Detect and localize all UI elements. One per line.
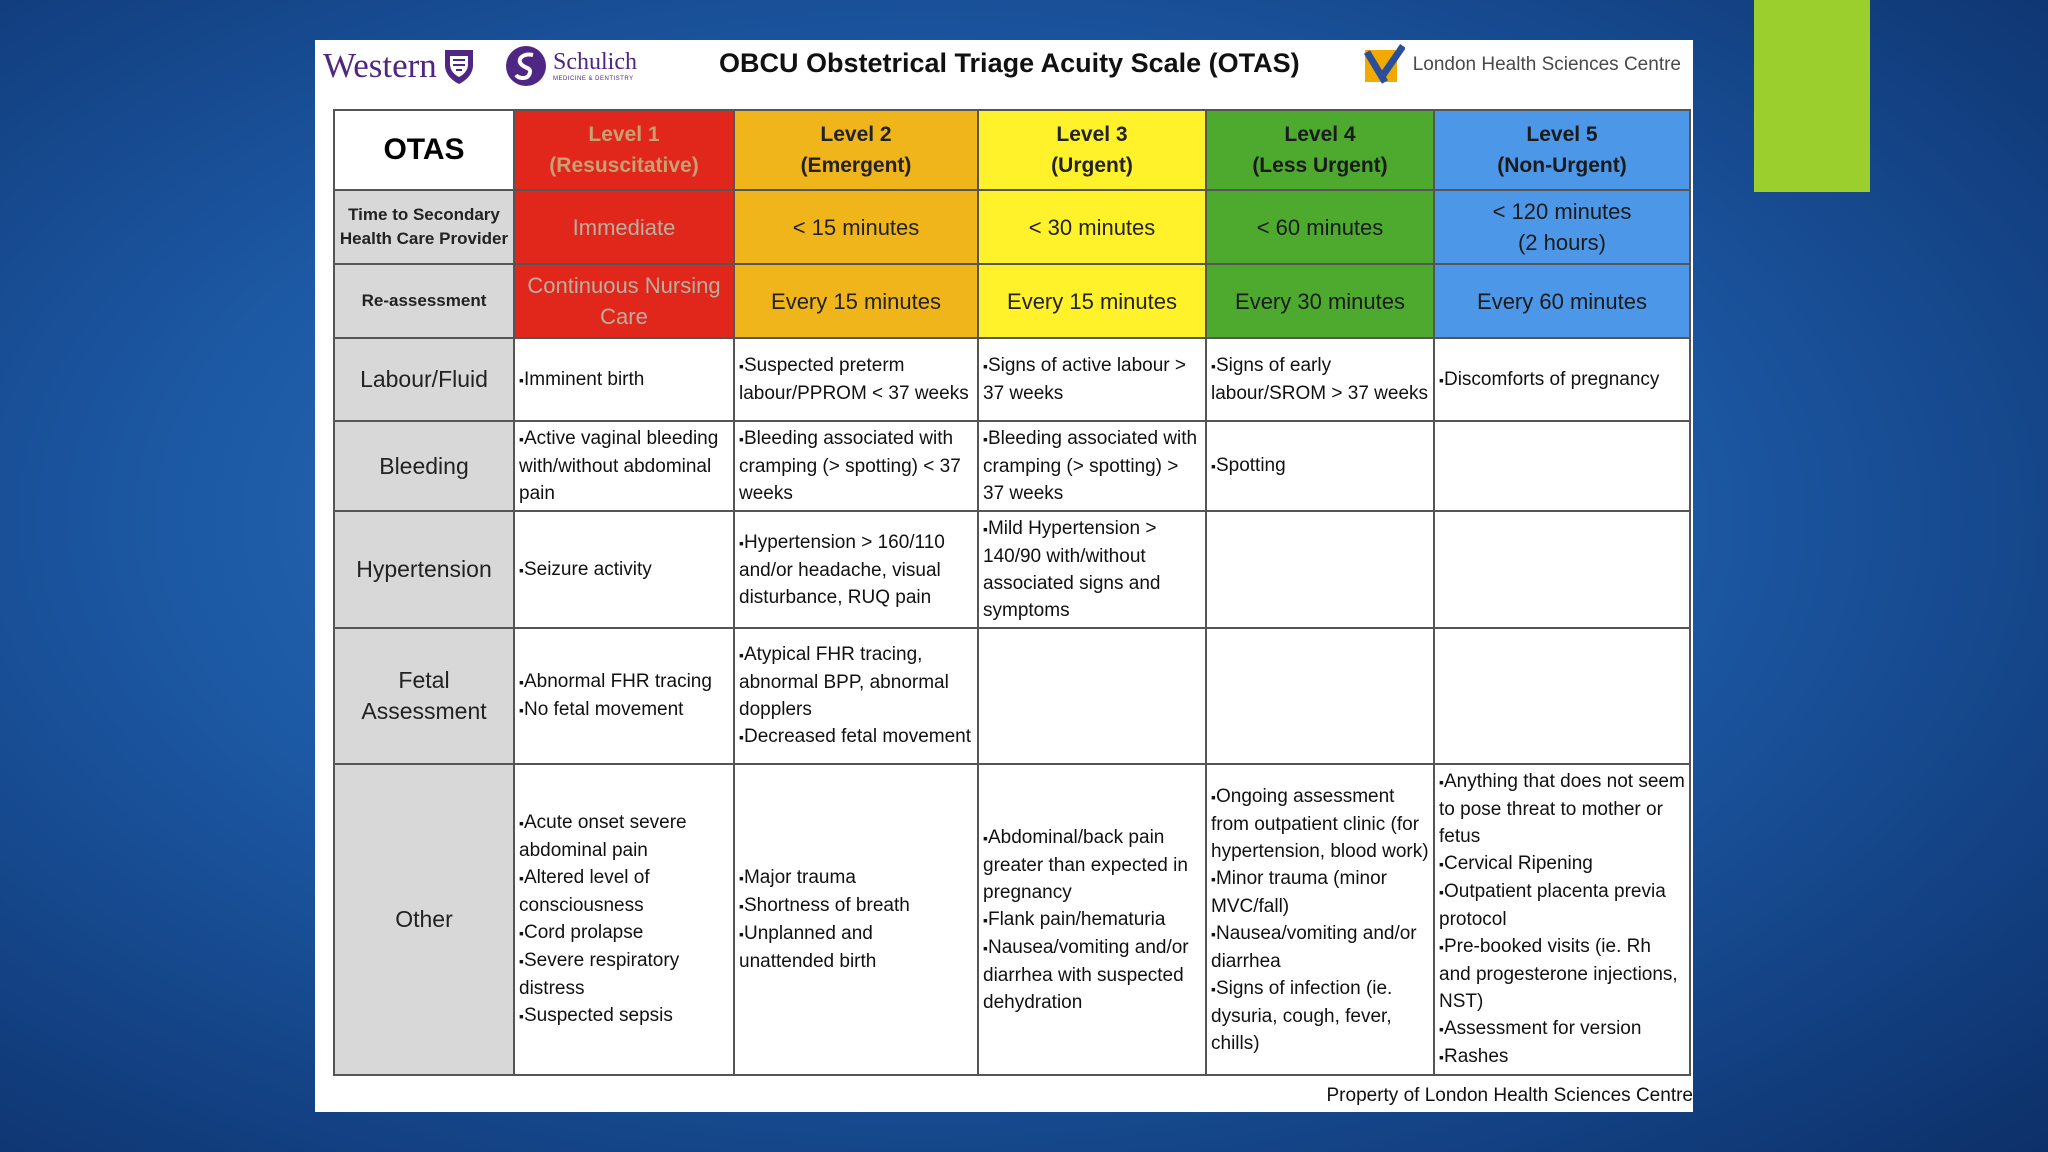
level-5-time-main: < 120 minutes: [1492, 199, 1632, 224]
list-item: ▪ Pre-booked visits (ie. Rh and progesterone injections, NST): [1439, 933, 1685, 1015]
list-item: ▪ Bleeding associated with cramping (> spotting) > 37 weeks: [983, 425, 1201, 507]
level-5-cell: [1434, 764, 1690, 1075]
level-5-reassess: Every 60 minutes: [1434, 264, 1690, 338]
time-label: Time to Secondary Health Care Provider: [334, 190, 514, 264]
row-label: Labour/Fluid: [334, 338, 514, 421]
corner-label: OTAS: [334, 110, 514, 190]
list-item: ▪ Ongoing assessment from outpatient clinic (for hypertension, blood work): [1211, 783, 1429, 865]
row-label: Hypertension: [334, 511, 514, 628]
list-item: ▪ Shortness of breath: [739, 892, 973, 920]
level-2-cell: [734, 628, 978, 764]
level-3-cell: [978, 628, 1206, 764]
row-label-line-1: Fetal: [398, 667, 450, 693]
list-item: ▪ Unplanned and unattended birth: [739, 920, 973, 975]
level-4-header: [1206, 110, 1434, 190]
list-item: ▪ Decreased fetal movement: [739, 723, 973, 751]
level-3-cell: [978, 338, 1206, 421]
level-5-cell: [1434, 628, 1690, 764]
list-item: ▪ No fetal movement: [519, 696, 729, 724]
level-name: Level 3: [1056, 123, 1128, 146]
schulich-mark-icon: [505, 45, 547, 87]
page-title: OBCU Obstetrical Triage Acuity Scale (OTAS): [719, 48, 1300, 78]
level-5-cell: [1434, 511, 1690, 628]
level-2-cell: [734, 338, 978, 421]
level-4-cell: [1206, 628, 1434, 764]
list-item: ▪ Major trauma: [739, 864, 973, 892]
list-item: ▪ Discomforts of pregnancy: [1439, 366, 1685, 394]
reassessment-row: [334, 264, 1690, 338]
level-1-cell: [514, 421, 734, 511]
list-item: ▪ Altered level of consciousness: [519, 864, 729, 919]
level-2-cell: [734, 511, 978, 628]
other-row: [334, 764, 1690, 1075]
western-logo-text: Western: [323, 46, 437, 85]
level-name: Level 2: [820, 123, 892, 146]
level-4-cell: [1206, 421, 1434, 511]
level-2-time: < 15 minutes: [734, 190, 978, 264]
level-3-cell: [978, 764, 1206, 1075]
list-item: ▪ Abdominal/back pain greater than expected in pregnancy: [983, 824, 1201, 906]
level-1-reassess: Continuous Nursing Care: [514, 264, 734, 338]
otas-table: [333, 109, 1691, 1076]
list-item: ▪ Assessment for version: [1439, 1015, 1685, 1043]
header: [315, 40, 1693, 104]
shield-icon: [443, 47, 475, 85]
list-item: ▪ Rashes: [1439, 1043, 1685, 1071]
level-4-cell: [1206, 511, 1434, 628]
slide: [315, 40, 1693, 1112]
western-logo: [323, 46, 475, 86]
row-label: Bleeding: [334, 421, 514, 511]
schulich-logo: [505, 44, 637, 88]
list-item: ▪ Acute onset severe abdominal pain: [519, 809, 729, 864]
schulich-subtitle: MEDICINE & DENTISTRY: [553, 76, 634, 82]
level-1-cell: [514, 764, 734, 1075]
level-header-row: [334, 110, 1690, 190]
level-desc: (Less Urgent): [1252, 154, 1388, 177]
list-item: ▪ Suspected preterm labour/PPROM < 37 weeks: [739, 352, 973, 407]
row-label-line-2: Assessment: [361, 698, 487, 724]
level-5-time: [1434, 190, 1690, 264]
level-desc: (Resuscitative): [549, 154, 699, 177]
level-3-header: [978, 110, 1206, 190]
list-item: ▪ Nausea/vomiting and/or diarrhea: [1211, 920, 1429, 975]
level-2-reassess: Every 15 minutes: [734, 264, 978, 338]
level-3-cell: [978, 511, 1206, 628]
level-1-cell: [514, 511, 734, 628]
level-1-header: [514, 110, 734, 190]
bleeding-row: [334, 421, 1690, 511]
list-item: ▪ Flank pain/hematuria: [983, 906, 1201, 934]
list-item: ▪ Suspected sepsis: [519, 1002, 729, 1030]
green-accent-block: [1754, 0, 1870, 192]
row-label: [334, 628, 514, 764]
reassessment-label: Re-assessment: [334, 264, 514, 338]
hypertension-row: [334, 511, 1690, 628]
level-desc: (Emergent): [800, 154, 912, 177]
level-1-cell: [514, 628, 734, 764]
list-item: ▪ Nausea/vomiting and/or diarrhea with suspected dehydration: [983, 934, 1201, 1016]
level-4-cell: [1206, 764, 1434, 1075]
list-item: ▪ Severe respiratory distress: [519, 947, 729, 1002]
list-item: ▪ Seizure activity: [519, 556, 729, 584]
list-item: ▪ Active vaginal bleeding with/without abdominal pain: [519, 425, 729, 507]
level-5-header: [1434, 110, 1690, 190]
list-item: ▪ Mild Hypertension > 140/90 with/without associated signs and symptoms: [983, 515, 1201, 624]
level-name: Level 5: [1526, 123, 1598, 146]
level-2-cell: [734, 764, 978, 1075]
list-item: ▪ Signs of early labour/SROM > 37 weeks: [1211, 352, 1429, 407]
lhsc-mark-icon: [1363, 44, 1405, 86]
level-name: Level 1: [588, 123, 660, 146]
list-item: ▪ Bleeding associated with cramping (> spotting) < 37 weeks: [739, 425, 973, 507]
list-item: ▪ Minor trauma (minor MVC/fall): [1211, 865, 1429, 920]
level-4-cell: [1206, 338, 1434, 421]
level-2-cell: [734, 421, 978, 511]
fetal-assessment-row: [334, 628, 1690, 764]
level-1-cell: [514, 338, 734, 421]
level-desc: (Urgent): [1051, 154, 1133, 177]
level-1-time: Immediate: [514, 190, 734, 264]
level-3-time: < 30 minutes: [978, 190, 1206, 264]
list-item: ▪ Cervical Ripening: [1439, 850, 1685, 878]
level-5-cell: [1434, 338, 1690, 421]
level-2-header: [734, 110, 978, 190]
list-item: ▪ Signs of infection (ie. dysuria, cough, fever, chills): [1211, 975, 1429, 1057]
list-item: ▪ Atypical FHR tracing, abnormal BPP, abnormal dopplers: [739, 641, 973, 723]
footer-property-note: Property of London Health Sciences Centre: [1326, 1085, 1693, 1106]
row-label: Other: [334, 764, 514, 1075]
list-item: ▪ Outpatient placenta previa protocol: [1439, 878, 1685, 933]
list-item: ▪ Hypertension > 160/110 and/or headache, visual disturbance, RUQ pain: [739, 529, 973, 611]
level-desc: (Non-Urgent): [1497, 154, 1627, 177]
level-5-time-sub: (2 hours): [1517, 230, 1607, 255]
labour-fluid-row: [334, 338, 1690, 421]
level-5-cell: [1434, 421, 1690, 511]
time-row: [334, 190, 1690, 264]
list-item: ▪ Signs of active labour > 37 weeks: [983, 352, 1201, 407]
level-3-reassess: Every 15 minutes: [978, 264, 1206, 338]
list-item: ▪ Cord prolapse: [519, 919, 729, 947]
list-item: ▪ Imminent birth: [519, 366, 729, 394]
level-4-time: < 60 minutes: [1206, 190, 1434, 264]
level-3-cell: [978, 421, 1206, 511]
list-item: ▪ Anything that does not seem to pose threat to mother or fetus: [1439, 768, 1685, 850]
lhsc-logo: [1363, 42, 1681, 88]
list-item: ▪ Spotting: [1211, 452, 1429, 480]
list-item: ▪ Abnormal FHR tracing: [519, 668, 729, 696]
schulich-name: Schulich: [553, 49, 637, 75]
lhsc-name: London Health Sciences Centre: [1412, 54, 1681, 75]
level-4-reassess: Every 30 minutes: [1206, 264, 1434, 338]
level-name: Level 4: [1284, 123, 1356, 146]
